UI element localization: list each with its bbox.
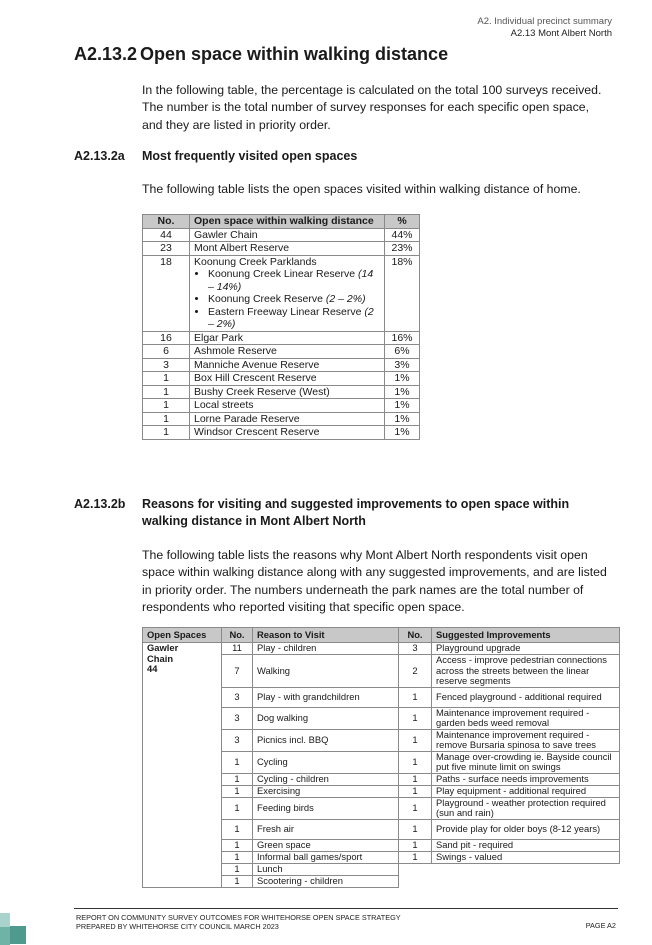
open-space-name: Bushy Creek Reserve (West) <box>194 385 330 398</box>
sub-open-space-name: Koonung Creek Linear Reserve <box>208 268 356 280</box>
reason-text: Lunch <box>253 863 399 875</box>
reason-text: Cycling <box>253 751 399 773</box>
improvement-count <box>399 875 432 887</box>
col-header-no: No. <box>143 215 190 229</box>
page-number: PAGE A2 <box>585 921 616 930</box>
subsection-b-heading <box>74 496 612 530</box>
table-row <box>143 255 420 331</box>
open-space-name: Box Hill Crescent Reserve <box>194 372 317 384</box>
row-count: 1 <box>143 385 190 399</box>
improvement-text: Maintenance improvement required - remove Bursaria spinosa to save trees <box>432 729 620 751</box>
improvement-count: 1 <box>399 797 432 819</box>
reason-text: Informal ball games/sport <box>253 851 399 863</box>
reason-count: 1 <box>222 751 253 773</box>
row-count: 44 <box>143 228 190 242</box>
reason-count: 1 <box>222 797 253 819</box>
list-item <box>208 268 380 293</box>
improvement-text: Sand pit - required <box>432 839 620 851</box>
table-row <box>143 331 420 345</box>
reason-count: 1 <box>222 819 253 839</box>
reason-count: 1 <box>222 863 253 875</box>
row-percent: 6% <box>385 345 420 359</box>
row-percent: 1% <box>385 399 420 413</box>
open-space-name: Gawler Chain <box>194 228 258 241</box>
reason-count: 11 <box>222 643 253 655</box>
improvement-text: Manage over-crowding ie. Bayside council put five minute limit on swings <box>432 751 620 773</box>
col-header-improvements: Suggested Improvements <box>432 628 620 643</box>
row-open-space <box>190 372 385 386</box>
header-chapter: A2. Individual precinct summary <box>477 16 612 27</box>
reason-count: 1 <box>222 875 253 887</box>
row-percent: 1% <box>385 385 420 399</box>
improvement-text: Play equipment - additional required <box>432 785 620 797</box>
section-title: Open space within walking distance <box>140 44 449 64</box>
row-percent: 18% <box>385 255 420 331</box>
row-open-space <box>190 331 385 345</box>
row-percent: 1% <box>385 372 420 386</box>
subsection-a-heading <box>74 148 612 165</box>
open-space-name: Ashmole Reserve <box>194 345 277 357</box>
list-item <box>208 306 380 331</box>
row-percent: 16% <box>385 331 420 345</box>
table-row <box>143 345 420 359</box>
reason-count: 3 <box>222 707 253 729</box>
row-percent: 1% <box>385 412 420 426</box>
sub-open-space-detail: (2 – 2%) <box>208 305 374 330</box>
table-header-row <box>143 215 420 229</box>
col-header-open-spaces: Open Spaces <box>143 628 222 643</box>
improvement-count: 1 <box>399 751 432 773</box>
corner-decoration <box>0 927 10 945</box>
open-space-name: Mont Albert Reserve <box>194 242 290 254</box>
improvement-count: 3 <box>399 643 432 655</box>
reasons-improvements-table <box>142 627 620 888</box>
row-open-space <box>190 255 385 331</box>
improvement-count: 1 <box>399 839 432 851</box>
improvement-text: Access - improve pedestrian connections across the streets between the linear reserve segments <box>432 655 620 688</box>
row-open-space <box>190 242 385 256</box>
row-count: 23 <box>143 242 190 256</box>
reason-count: 1 <box>222 773 253 785</box>
footer-text <box>76 913 401 931</box>
open-space-count: 44 <box>147 663 158 674</box>
improvement-count: 1 <box>399 773 432 785</box>
row-count: 6 <box>143 345 190 359</box>
improvement-text: Paths - surface needs improvements <box>432 773 620 785</box>
footer-report-title: REPORT ON COMMUNITY SURVEY OUTCOMES FOR WHITEHORSE OPEN SPACE STRATEGY <box>76 913 401 922</box>
sub-open-space-name: Eastern Freeway Linear Reserve <box>208 305 362 318</box>
reason-count: 1 <box>222 839 253 851</box>
table-row <box>143 426 420 440</box>
improvement-text: Fenced playground - additional required <box>432 687 620 707</box>
improvement-count <box>399 863 432 875</box>
reason-text: Play - children <box>253 643 399 655</box>
row-percent: 3% <box>385 358 420 372</box>
footer-rule <box>74 908 618 909</box>
improvement-text: Playground upgrade <box>432 643 620 655</box>
row-count: 1 <box>143 426 190 440</box>
table-header-row <box>143 628 620 643</box>
reason-text: Walking <box>253 655 399 688</box>
row-open-space <box>190 345 385 359</box>
improvement-text <box>432 863 620 875</box>
running-header <box>477 16 612 40</box>
open-space-name: Elgar Park <box>194 331 244 344</box>
col-header-percent: % <box>385 215 420 229</box>
improvement-text: Maintenance improvement required - garden beds weed removal <box>432 707 620 729</box>
open-space-name: Chain <box>147 652 174 664</box>
open-space-name: Windsor Crescent Reserve <box>194 426 320 438</box>
col-header-improvement-count: No. <box>399 628 432 643</box>
reason-count: 7 <box>222 655 253 688</box>
improvement-text: Provide play for older boys (8-12 years) <box>432 819 620 839</box>
open-space-visits-table <box>142 214 420 440</box>
subsection-b-number: A2.13.2b <box>74 497 126 511</box>
row-percent: 23% <box>385 242 420 256</box>
improvement-count: 1 <box>399 687 432 707</box>
row-open-space <box>190 228 385 242</box>
improvement-count: 1 <box>399 819 432 839</box>
col-header-open-space: Open space within walking distance <box>190 215 385 229</box>
header-precinct: A2.13 Mont Albert North <box>510 28 612 39</box>
row-count: 16 <box>143 331 190 345</box>
table-row <box>143 242 420 256</box>
sub-open-space-detail: (14 – 14%) <box>208 268 374 293</box>
open-space-name: Koonung Creek Parklands <box>194 255 317 268</box>
reason-count: 3 <box>222 729 253 751</box>
col-header-visit-count: No. <box>222 628 253 643</box>
list-item <box>208 293 380 306</box>
table-row <box>143 358 420 372</box>
reason-text: Green space <box>253 839 399 851</box>
table-row <box>143 399 420 413</box>
open-space-name: Gawler <box>147 642 179 653</box>
corner-decoration <box>10 926 26 944</box>
table-row <box>143 412 420 426</box>
improvement-text <box>432 875 620 887</box>
reason-text: Picnics incl. BBQ <box>253 729 399 751</box>
open-space-cell <box>143 643 222 888</box>
reason-text: Cycling - children <box>253 773 399 785</box>
improvement-count: 1 <box>399 785 432 797</box>
row-open-space <box>190 426 385 440</box>
reason-text: Scootering - children <box>253 875 399 887</box>
improvement-count: 2 <box>399 655 432 688</box>
corner-decoration <box>0 913 10 927</box>
sub-open-space-detail: (2 – 2%) <box>325 293 366 305</box>
improvement-count: 1 <box>399 851 432 863</box>
table-row <box>143 385 420 399</box>
table-row <box>143 643 620 655</box>
row-count: 1 <box>143 412 190 426</box>
open-space-name: Manniche Avenue Reserve <box>194 358 320 371</box>
improvement-count: 1 <box>399 729 432 751</box>
row-open-space <box>190 358 385 372</box>
subsection-b-intro: The following table lists the reasons why Mont Albert North respondents visit open space within walking distance along with any suggested improvements, and are listed in priority order. The numbers underneath the park names are the total number of respondents who reported visiting that specific open space. <box>142 548 607 614</box>
section-intro: In the following table, the percentage is calculated on the total 100 surveys received. The number is the total number of survey responses for each specific open space, and they are listed in priority order. <box>142 83 602 132</box>
reason-text: Dog walking <box>253 707 399 729</box>
sub-open-space-name: Koonung Creek Reserve <box>208 293 323 305</box>
footer-prepared-by: PREPARED BY WHITEHORSE CITY COUNCIL MARCH 2023 <box>76 922 279 931</box>
improvement-text: Swings - valued <box>432 851 620 863</box>
col-header-reason: Reason to Visit <box>253 628 399 643</box>
open-space-name: Lorne Parade Reserve <box>194 412 300 425</box>
row-count: 1 <box>143 372 190 386</box>
table-row <box>143 228 420 242</box>
section-number: A2.13.2 <box>74 44 138 64</box>
row-open-space <box>190 385 385 399</box>
reason-text: Play - with grandchildren <box>253 687 399 707</box>
reason-text: Exercising <box>253 785 399 797</box>
subsection-a-intro: The following table lists the open spaces visited within walking distance of home. <box>142 182 581 196</box>
reason-count: 1 <box>222 785 253 797</box>
table-row <box>143 372 420 386</box>
improvement-count: 1 <box>399 707 432 729</box>
subsection-b-title: Reasons for visiting and suggested improvements to open space within walking distance in Mont Albert North <box>142 497 570 528</box>
row-percent: 1% <box>385 426 420 440</box>
reason-count: 1 <box>222 851 253 863</box>
row-count: 3 <box>143 358 190 372</box>
improvement-text: Playground - weather protection required (sun and rain) <box>432 797 620 819</box>
reason-text: Fresh air <box>253 819 399 839</box>
row-open-space <box>190 399 385 413</box>
row-open-space <box>190 412 385 426</box>
section-heading <box>74 44 448 65</box>
subsection-a-title: Most frequently visited open spaces <box>142 149 358 163</box>
reason-count: 3 <box>222 687 253 707</box>
open-space-name: Local streets <box>194 399 254 411</box>
reason-text: Feeding birds <box>253 797 399 819</box>
subsection-a-number: A2.13.2a <box>74 149 125 163</box>
open-space-sublist <box>194 268 380 331</box>
row-count: 18 <box>143 255 190 331</box>
row-percent: 44% <box>385 228 420 242</box>
row-count: 1 <box>143 399 190 413</box>
